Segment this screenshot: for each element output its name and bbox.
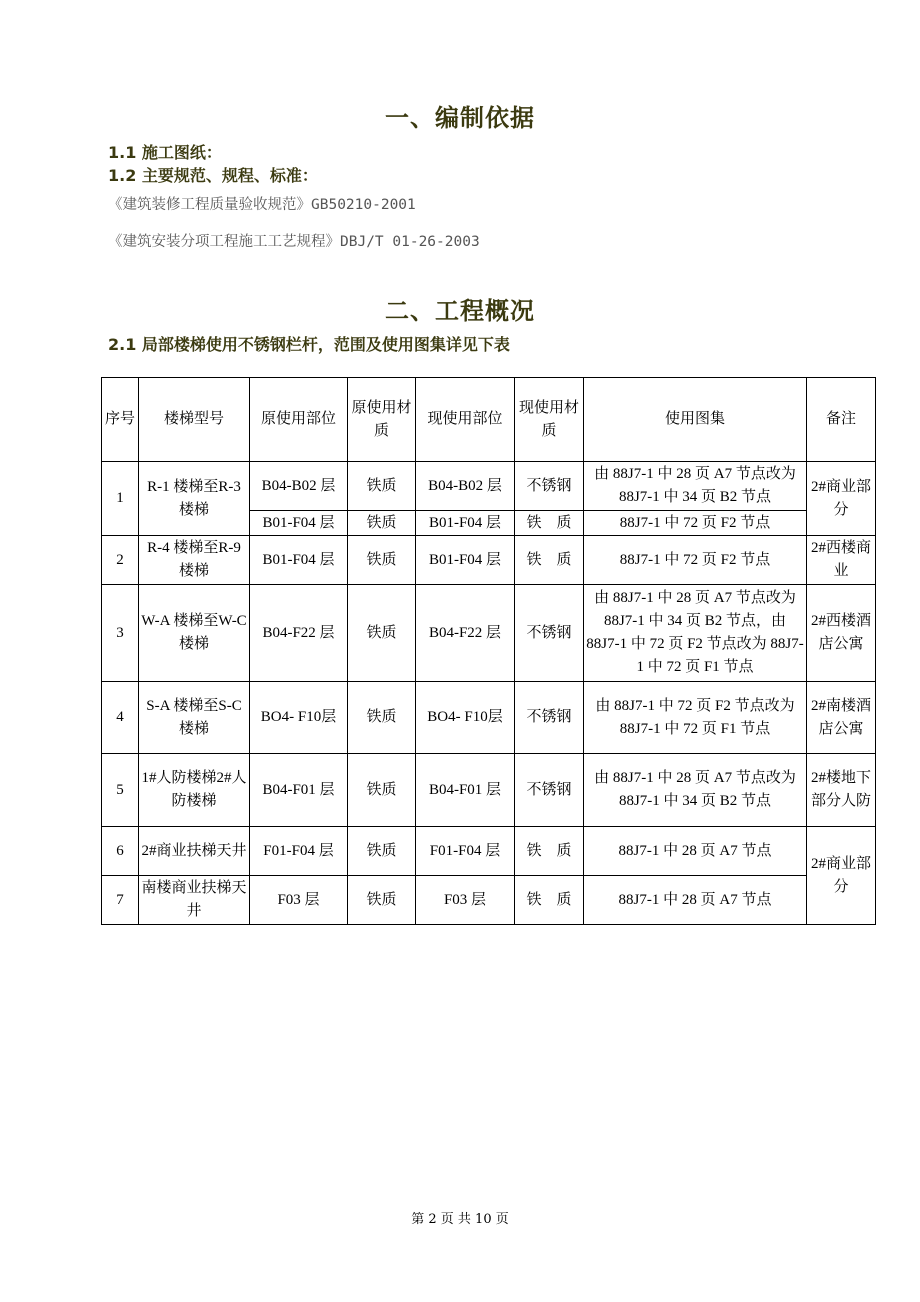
row-atlas: 88J7-1 中 28 页 A7 节点 (584, 827, 807, 876)
table-row (102, 827, 876, 876)
row-note: 2#南楼酒店公寓 (807, 682, 876, 754)
row-original-location: F01-F04 层 (250, 827, 348, 876)
row-original-location: B01-F04 层 (250, 511, 348, 536)
row-stair-type: 1#人防楼梯2#人防楼梯 (139, 754, 250, 827)
row-original-material: 铁质 (348, 462, 416, 511)
row-no: 5 (102, 754, 139, 827)
table-row (102, 585, 876, 682)
row-original-location: F03 层 (250, 876, 348, 925)
table-row (102, 876, 876, 925)
table-row (102, 536, 876, 585)
table-row (102, 754, 876, 827)
row-original-location: B04-F22 层 (250, 585, 348, 682)
row-current-location: B04-B02 层 (416, 462, 515, 511)
row-current-material: 不锈钢 (515, 754, 584, 827)
row-note: 2#西楼酒店公寓 (807, 585, 876, 682)
row-current-location: B01-F04 层 (416, 536, 515, 585)
row-original-material: 铁质 (348, 536, 416, 585)
page-footer: 第 2 页 共 10 页 (411, 1212, 509, 1227)
stair-railing-table (101, 377, 876, 925)
table-row (102, 462, 876, 511)
row-original-location: B04-F01 层 (250, 754, 348, 827)
reference-1: 《建筑装修工程质量验收规范》GB50210-2001 (108, 197, 416, 213)
row-current-material: 铁 质 (515, 536, 584, 585)
row-atlas: 88J7-1 中 28 页 A7 节点 (584, 876, 807, 925)
row-no: 7 (102, 876, 139, 925)
row-current-material: 不锈钢 (515, 585, 584, 682)
row-current-location: BO4- F10层 (416, 682, 515, 754)
section1-title: 一、编制依据 (385, 104, 535, 132)
row-current-location: B04-F01 层 (416, 754, 515, 827)
row-no: 1 (102, 462, 139, 536)
section2-title: 二、工程概况 (385, 297, 535, 325)
row-stair-type: R-1 楼梯至R-3 楼梯 (139, 462, 250, 536)
row-note: 2#商业部分 (807, 827, 876, 925)
header-current-material: 现使用材质 (515, 378, 584, 462)
row-current-location: B01-F04 层 (416, 511, 515, 536)
row-current-location: F01-F04 层 (416, 827, 515, 876)
header-atlas: 使用图集 (584, 378, 807, 462)
row-original-material: 铁质 (348, 827, 416, 876)
row-current-material: 铁 质 (515, 511, 584, 536)
row-no: 3 (102, 585, 139, 682)
header-note: 备注 (807, 378, 876, 462)
row-current-material: 铁 质 (515, 876, 584, 925)
row-stair-type: S-A 楼梯至S-C 楼梯 (139, 682, 250, 754)
row-atlas: 88J7-1 中 72 页 F2 节点 (584, 536, 807, 585)
row-current-location: F03 层 (416, 876, 515, 925)
row-stair-type: 南楼商业扶梯天井 (139, 876, 250, 925)
header-stair-type: 楼梯型号 (139, 378, 250, 462)
row-no: 2 (102, 536, 139, 585)
row-note: 2#商业部分 (807, 462, 876, 536)
row-atlas: 由 88J7-1 中 28 页 A7 节点改为 88J7-1 中 34 页 B2 节点 (584, 462, 807, 511)
row-current-material: 铁 质 (515, 827, 584, 876)
row-current-material: 不锈钢 (515, 462, 584, 511)
row-atlas: 由 88J7-1 中 72 页 F2 节点改为 88J7-1 中 72 页 F1 节点 (584, 682, 807, 754)
header-original-material: 原使用材质 (348, 378, 416, 462)
row-note: 2#楼地下部分人防 (807, 754, 876, 827)
row-no: 6 (102, 827, 139, 876)
row-stair-type: R-4 楼梯至R-9 楼梯 (139, 536, 250, 585)
row-stair-type: 2#商业扶梯天井 (139, 827, 250, 876)
row-current-material: 不锈钢 (515, 682, 584, 754)
header-current-location: 现使用部位 (416, 378, 515, 462)
table-header-row (102, 378, 876, 462)
row-atlas: 由 88J7-1 中 28 页 A7 节点改为 88J7-1 中 34 页 B2 节点 (584, 754, 807, 827)
section1-item-2: 1.2 主要规范、规程、标准： (108, 166, 318, 185)
row-original-location: BO4- F10层 (250, 682, 348, 754)
row-atlas: 由 88J7-1 中 28 页 A7 节点改为 88J7-1 中 34 页 B2 节点，由 88J7-1 中 72 页 F2 节点改为 88J7-1 中 72 页 F1 节点 (584, 585, 807, 682)
row-original-material: 铁质 (348, 682, 416, 754)
row-current-location: B04-F22 层 (416, 585, 515, 682)
section2-item-1: 2.1 局部楼梯使用不锈钢栏杆，范围及使用图集详见下表 (108, 335, 510, 354)
table-row (102, 682, 876, 754)
reference-2: 《建筑安装分项工程施工工艺规程》DBJ/T 01-26-2003 (108, 234, 480, 250)
header-no: 序号 (102, 378, 139, 462)
row-original-material: 铁质 (348, 876, 416, 925)
row-no: 4 (102, 682, 139, 754)
row-atlas: 88J7-1 中 72 页 F2 节点 (584, 511, 807, 536)
row-original-location: B01-F04 层 (250, 536, 348, 585)
row-original-material: 铁质 (348, 585, 416, 682)
row-stair-type: W-A 楼梯至W-C 楼梯 (139, 585, 250, 682)
header-original-location: 原使用部位 (250, 378, 348, 462)
row-note: 2#西楼商业 (807, 536, 876, 585)
row-original-location: B04-B02 层 (250, 462, 348, 511)
section1-item-1: 1.1 施工图纸： (108, 143, 222, 162)
row-original-material: 铁质 (348, 754, 416, 827)
row-original-material: 铁质 (348, 511, 416, 536)
